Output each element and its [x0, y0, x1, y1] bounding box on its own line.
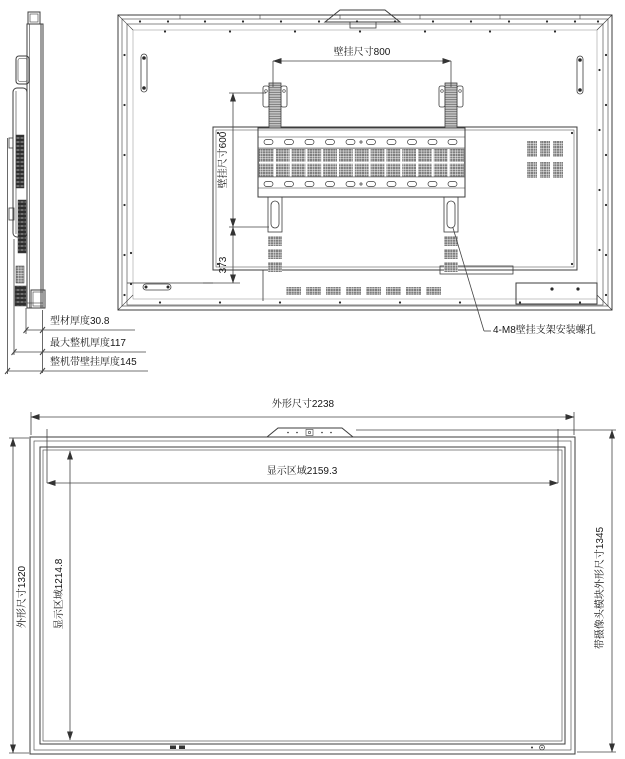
dim-display-height: 显示区域1214.8 — [54, 558, 65, 630]
dim-display-width: 显示区域2159.3 — [266, 466, 338, 477]
front-view-dimensions — [9, 412, 616, 753]
dim-overall-height: 外形尺寸1320 — [17, 565, 28, 629]
dim-overall-width: 外形尺寸2238 — [271, 399, 335, 410]
dim-max-thickness: 最大整机厚度117 — [50, 338, 126, 349]
dim-wallmount-thickness: 整机带壁挂厚度145 — [50, 357, 137, 368]
dim-profile-thickness: 型材厚度30.8 — [50, 316, 110, 327]
wall-mount-bracket — [258, 83, 465, 272]
dim-mount-width: 壁挂尺寸800 — [333, 47, 391, 58]
screw-hole-note: 4-M8壁挂支架安装螺孔 — [493, 325, 596, 336]
dim-mount-height: 壁挂尺寸600 — [218, 131, 229, 189]
dim-camera-module-height: 带摄像头模块外形尺寸1345 — [595, 526, 606, 650]
dim-mount-offset: 373 — [218, 256, 229, 274]
